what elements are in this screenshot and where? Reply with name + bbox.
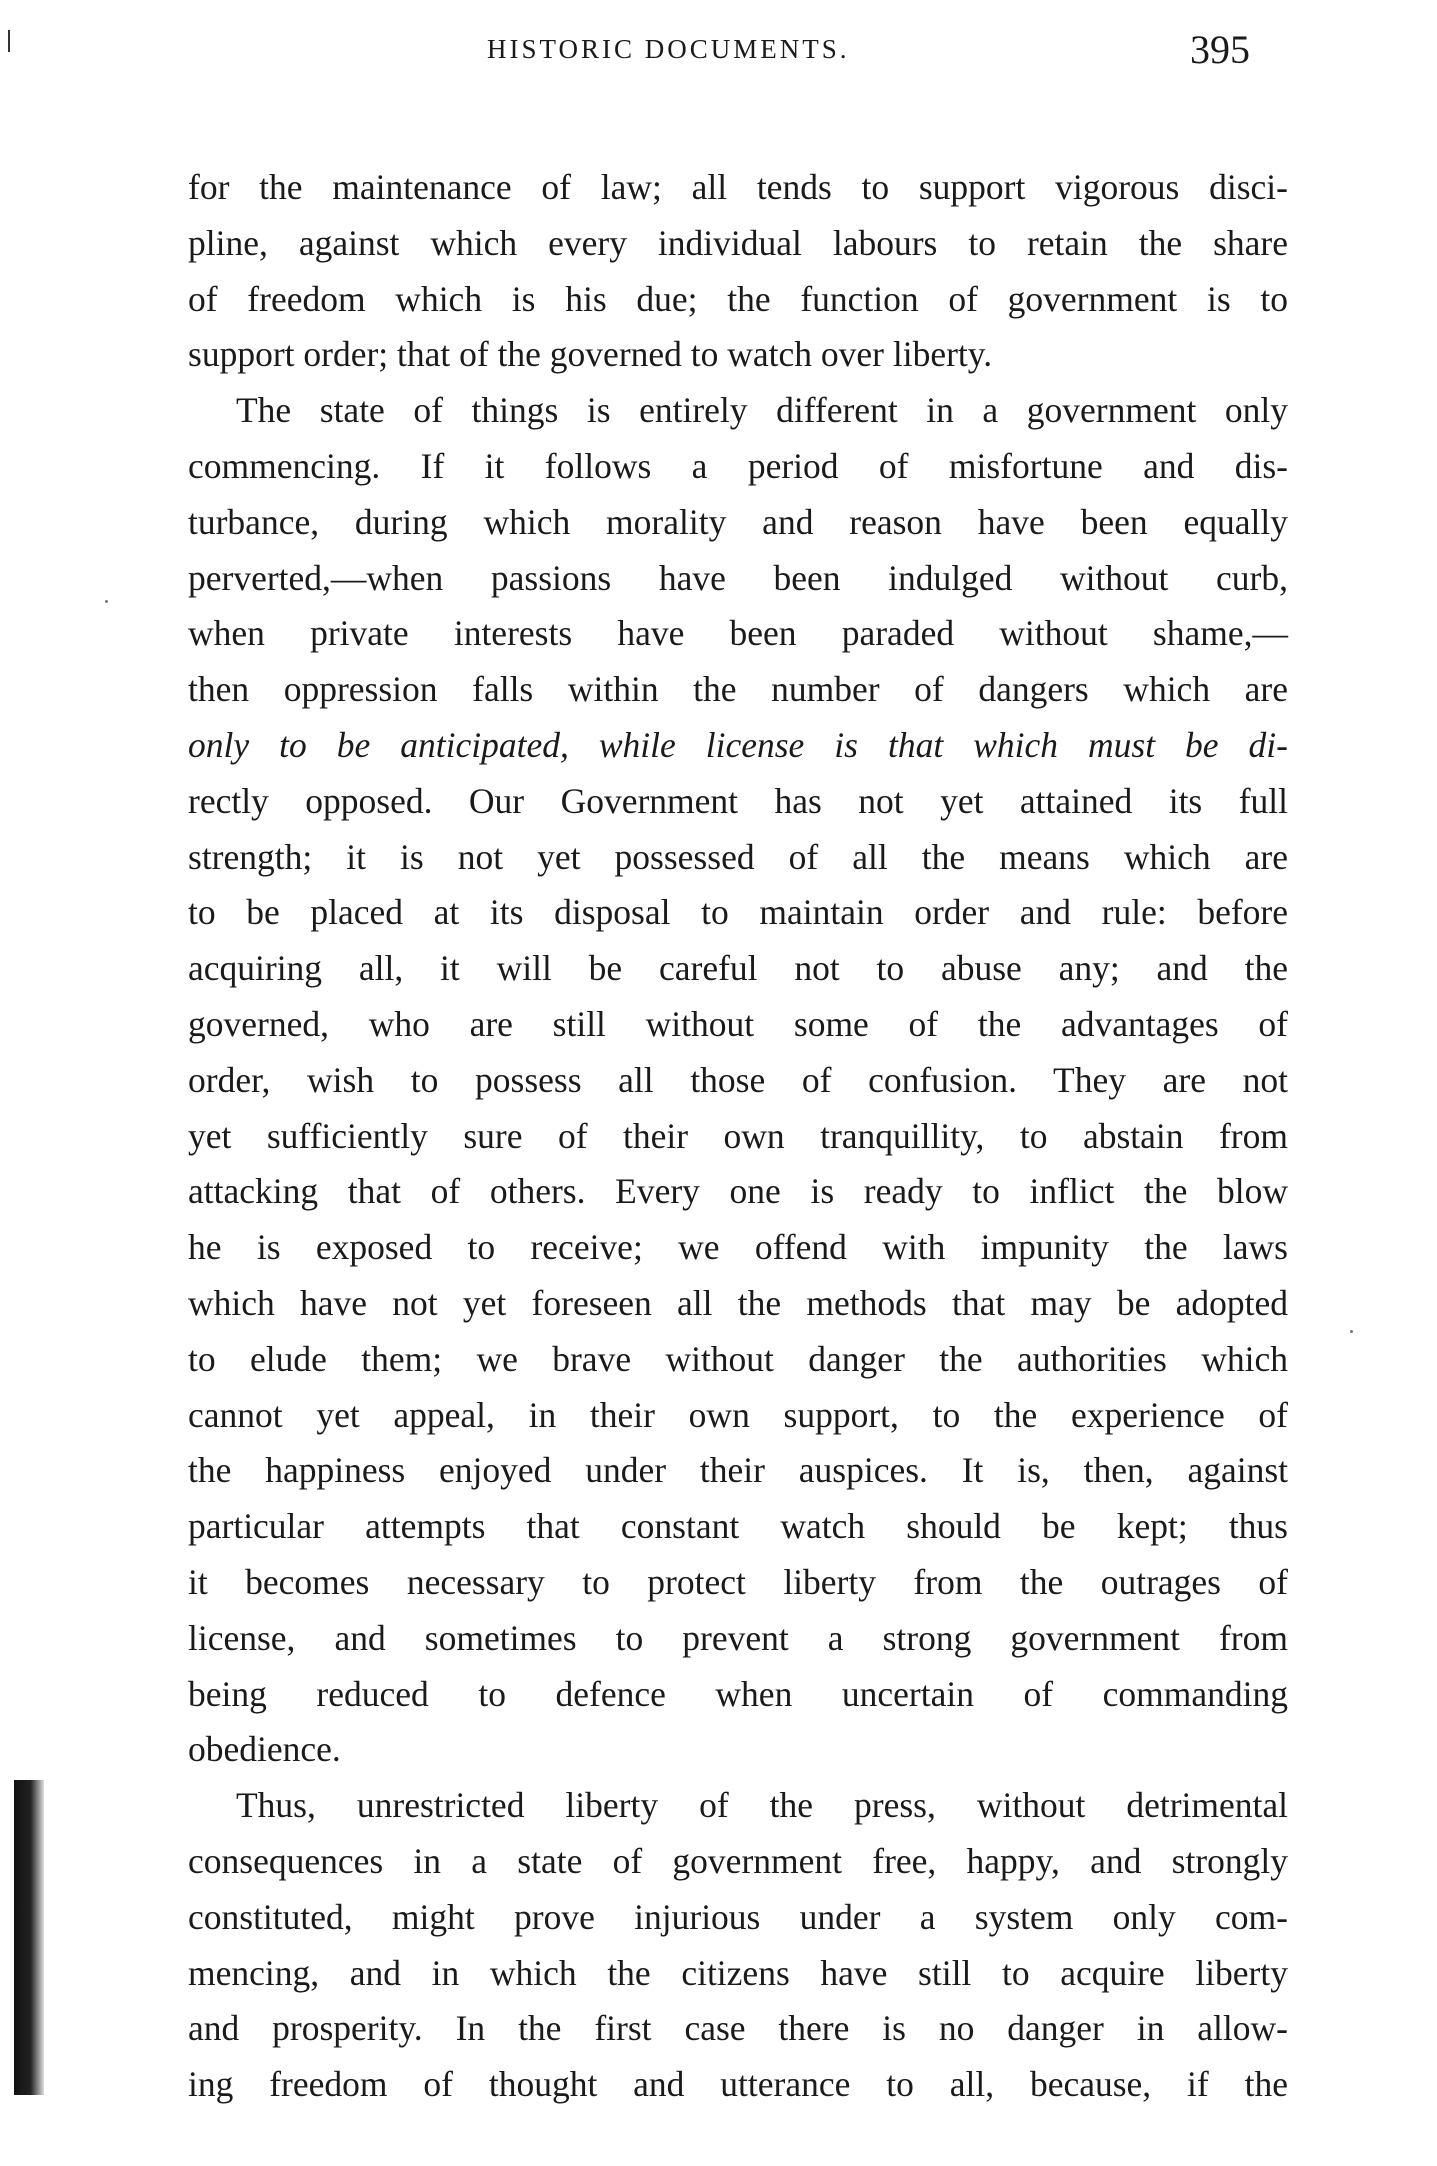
text-line: only to be anticipated, while license is that which must be di- [188, 724, 1288, 765]
text-line: strength; it is not yet possessed of all the means which are [188, 836, 1288, 877]
text-line: the happiness enjoyed under their auspices. It is, then, against [188, 1450, 1288, 1491]
page-number: 395 [1190, 27, 1250, 72]
text-line: being reduced to defence when uncertain of commanding [188, 1673, 1288, 1714]
scan-speck [1350, 1330, 1353, 1333]
text-line: constituted, might prove injurious under a system only com- [188, 1896, 1288, 1937]
text-line: pline, against which every individual labours to retain the share [188, 222, 1288, 263]
scan-mark [8, 30, 10, 52]
text-line: which have not yet foreseen all the methods that may be adopted [188, 1282, 1288, 1323]
text-line: ing freedom of thought and utterance to all, because, if the [188, 2064, 1288, 2105]
text-line: order, wish to possess all those of confusion. They are not [188, 1059, 1288, 1100]
text-line: attacking that of others. Every one is ready to inflict the blow [188, 1171, 1288, 1212]
text-line: acquiring all, it will be careful not to abuse any; and the [188, 948, 1288, 989]
scan-speck [105, 600, 108, 603]
text-line: yet sufficiently sure of their own tranquillity, to abstain from [188, 1115, 1288, 1156]
text-line: obedience. [188, 1729, 341, 1770]
text-line: cannot yet appeal, in their own support, to the experience of [188, 1394, 1288, 1435]
text-line: turbance, during which morality and reason have been equally [188, 501, 1288, 542]
text-line: and prosperity. In the first case there is no danger in allow- [188, 2008, 1288, 2049]
text-line: to be placed at its disposal to maintain order and rule: before [188, 892, 1288, 933]
text-line: particular attempts that constant watch should be kept; thus [188, 1506, 1288, 1547]
text-line: license, and sometimes to prevent a strong government from [188, 1617, 1288, 1658]
text-line: he is exposed to receive; we offend with impunity the laws [188, 1227, 1288, 1268]
text-line: Thus, unrestricted liberty of the press, without detrimental [236, 1785, 1288, 1826]
text-line: to elude them; we brave without danger the authorities which [188, 1338, 1288, 1379]
text-line: support order; that of the governed to watch over liberty. [188, 334, 993, 375]
running-header: HISTORIC DOCUMENTS. [487, 34, 850, 64]
paragraph [188, 1778, 1288, 2113]
text-line: of freedom which is his due; the function of government is to [188, 278, 1288, 319]
text-line: for the maintenance of law; all tends to support vigorous disci- [188, 167, 1288, 207]
text-line: The state of things is entirely different in a government only [236, 390, 1288, 431]
text-line: consequences in a state of government free, happy, and strongly [188, 1840, 1288, 1881]
paragraph [188, 383, 1288, 1778]
text-line: then oppression falls within the number of dangers which are [188, 669, 1288, 710]
text-line: perverted,—when passions have been indulged without curb, [188, 557, 1288, 598]
text-line: it becomes necessary to protect liberty from the outrages of [188, 1561, 1288, 1602]
text-line: rectly opposed. Our Government has not yet attained its full [188, 780, 1288, 821]
body-text [188, 160, 1288, 2113]
text-line: mencing, and in which the citizens have still to acquire liberty [188, 1952, 1288, 1993]
paragraph [188, 160, 1288, 383]
text-line: commencing. If it follows a period of misfortune and dis- [188, 445, 1288, 486]
scan-binding-shadow [14, 1780, 44, 2095]
text-line: when private interests have been paraded without shame,— [188, 613, 1288, 654]
text-line: governed, who are still without some of the advantages of [188, 1003, 1288, 1044]
